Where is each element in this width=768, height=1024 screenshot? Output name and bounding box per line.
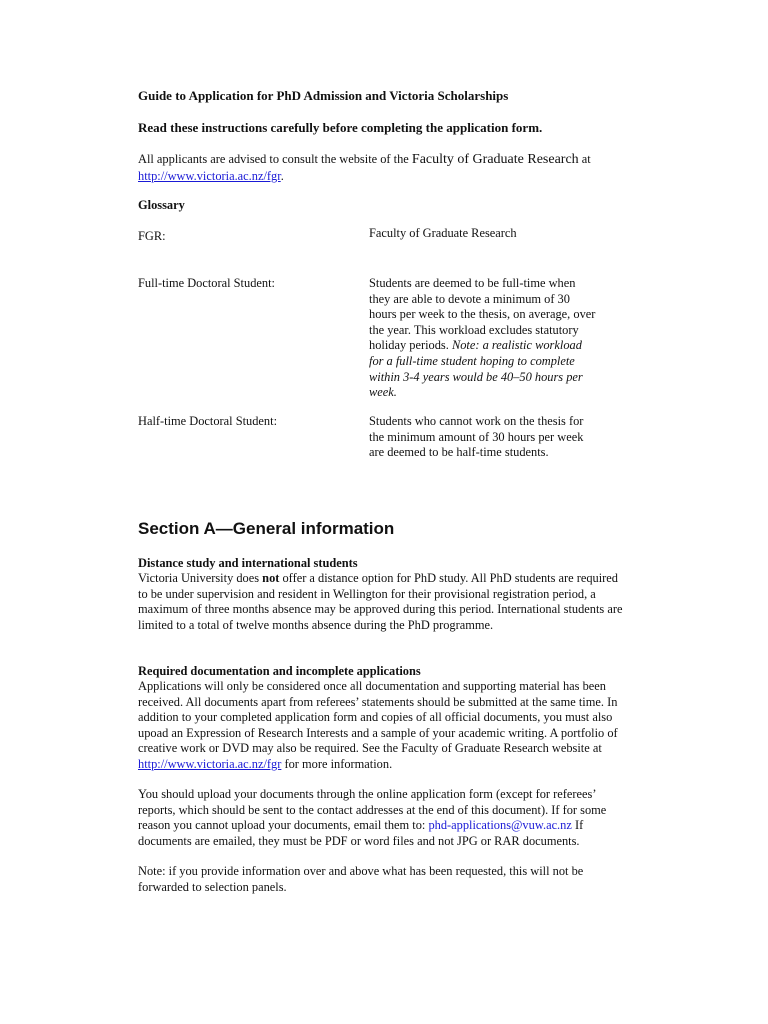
glossary-heading: Glossary [138,198,185,212]
glossary-term-full-time: Full-time Doctoral Student: [138,276,275,290]
intro-faculty: Faculty of Graduate Research [411,152,579,167]
glossary-term-half-time: Half-time Doctoral Student: [138,414,278,428]
upload-after: If documents are emailed, they must be PDF or word files and not JPG or RAR documents. [138,818,584,848]
distance-heading: Distance study and international students [138,556,358,570]
distance-strong: not [262,571,280,585]
fgr-link[interactable]: http://www.victoria.ac.nz/fgr [138,169,281,183]
document-title: Guide to Application for PhD Admission and Victoria Scholarships [138,88,509,103]
docs-after: for more information. [281,756,393,771]
instruction-text: Read these instructions carefully before completing the application form. [138,120,543,135]
docs-text: Applications will only be considered once all documentation and supporting material has been received. All documents apart from referees’ statements should be submitted at the same time. In addition to your completed application form and copies of all official documents, you must also upoad an Expression of Research Interests and a sample of your academic writing. A portfolio of creative work or DVD may also be required. See the Faculty of Graduate Research website at [138,679,618,756]
intro-after: at [578,152,591,166]
email-link[interactable]: phd-applications@vuw.ac.nz [428,818,572,833]
fgr-link-2[interactable]: http://www.victoria.ac.nz/fgr [138,756,282,771]
section-a-title: Section A—General information [138,519,395,538]
intro-end: . [280,169,284,183]
glossary-def-text: Students who cannot work on the thesis for the minimum amount of 30 hours per week are deemed to be half-time students. [369,414,584,460]
glossary-def-fgr [369,226,599,242]
glossary-term-fgr: FGR: [138,229,166,243]
note-paragraph: Note: if you provide information over and above what has been requested, this will not be forwarded to selection panels. [138,864,584,894]
docs-heading: Required documentation and incomplete applications [138,664,421,678]
upload-text: You should upload your documents through the online application form (except for referees’ reports, which should be sent to the contact addresses at the end of this document). If for some reason you cannot upload your documents, email them to: [138,787,607,833]
glossary-def-full-time [369,276,599,401]
glossary-def-half-time [369,414,591,461]
docs-paragraph [138,679,634,773]
glossary-def-text: Students are deemed to be full-time when they are able to devote a minimum of 30 hours per week to the thesis, on average, over the year. This workload excludes statutory holiday periods. [369,276,596,353]
intro-before: All applicants are advised to consult the website of the [138,152,412,166]
upload-paragraph [138,787,634,849]
glossary-def-text: Faculty of Graduate Research [369,226,517,240]
intro-paragraph [138,151,638,185]
glossary-def-note: Note: a realistic workload for a full-time student hoping to complete within 3-4 years would be 40–50 hours per week. [369,338,583,400]
distance-before: Victoria University does [138,571,263,585]
distance-paragraph [138,571,626,633]
distance-after: offer a distance option for PhD study. All PhD students are required to be under supervision and resident in Wellington for their provisional registration period, a maximum of three months absence may be approved during this period. International students are limited to a total of twelve months absence during the PhD programme. [138,571,623,632]
